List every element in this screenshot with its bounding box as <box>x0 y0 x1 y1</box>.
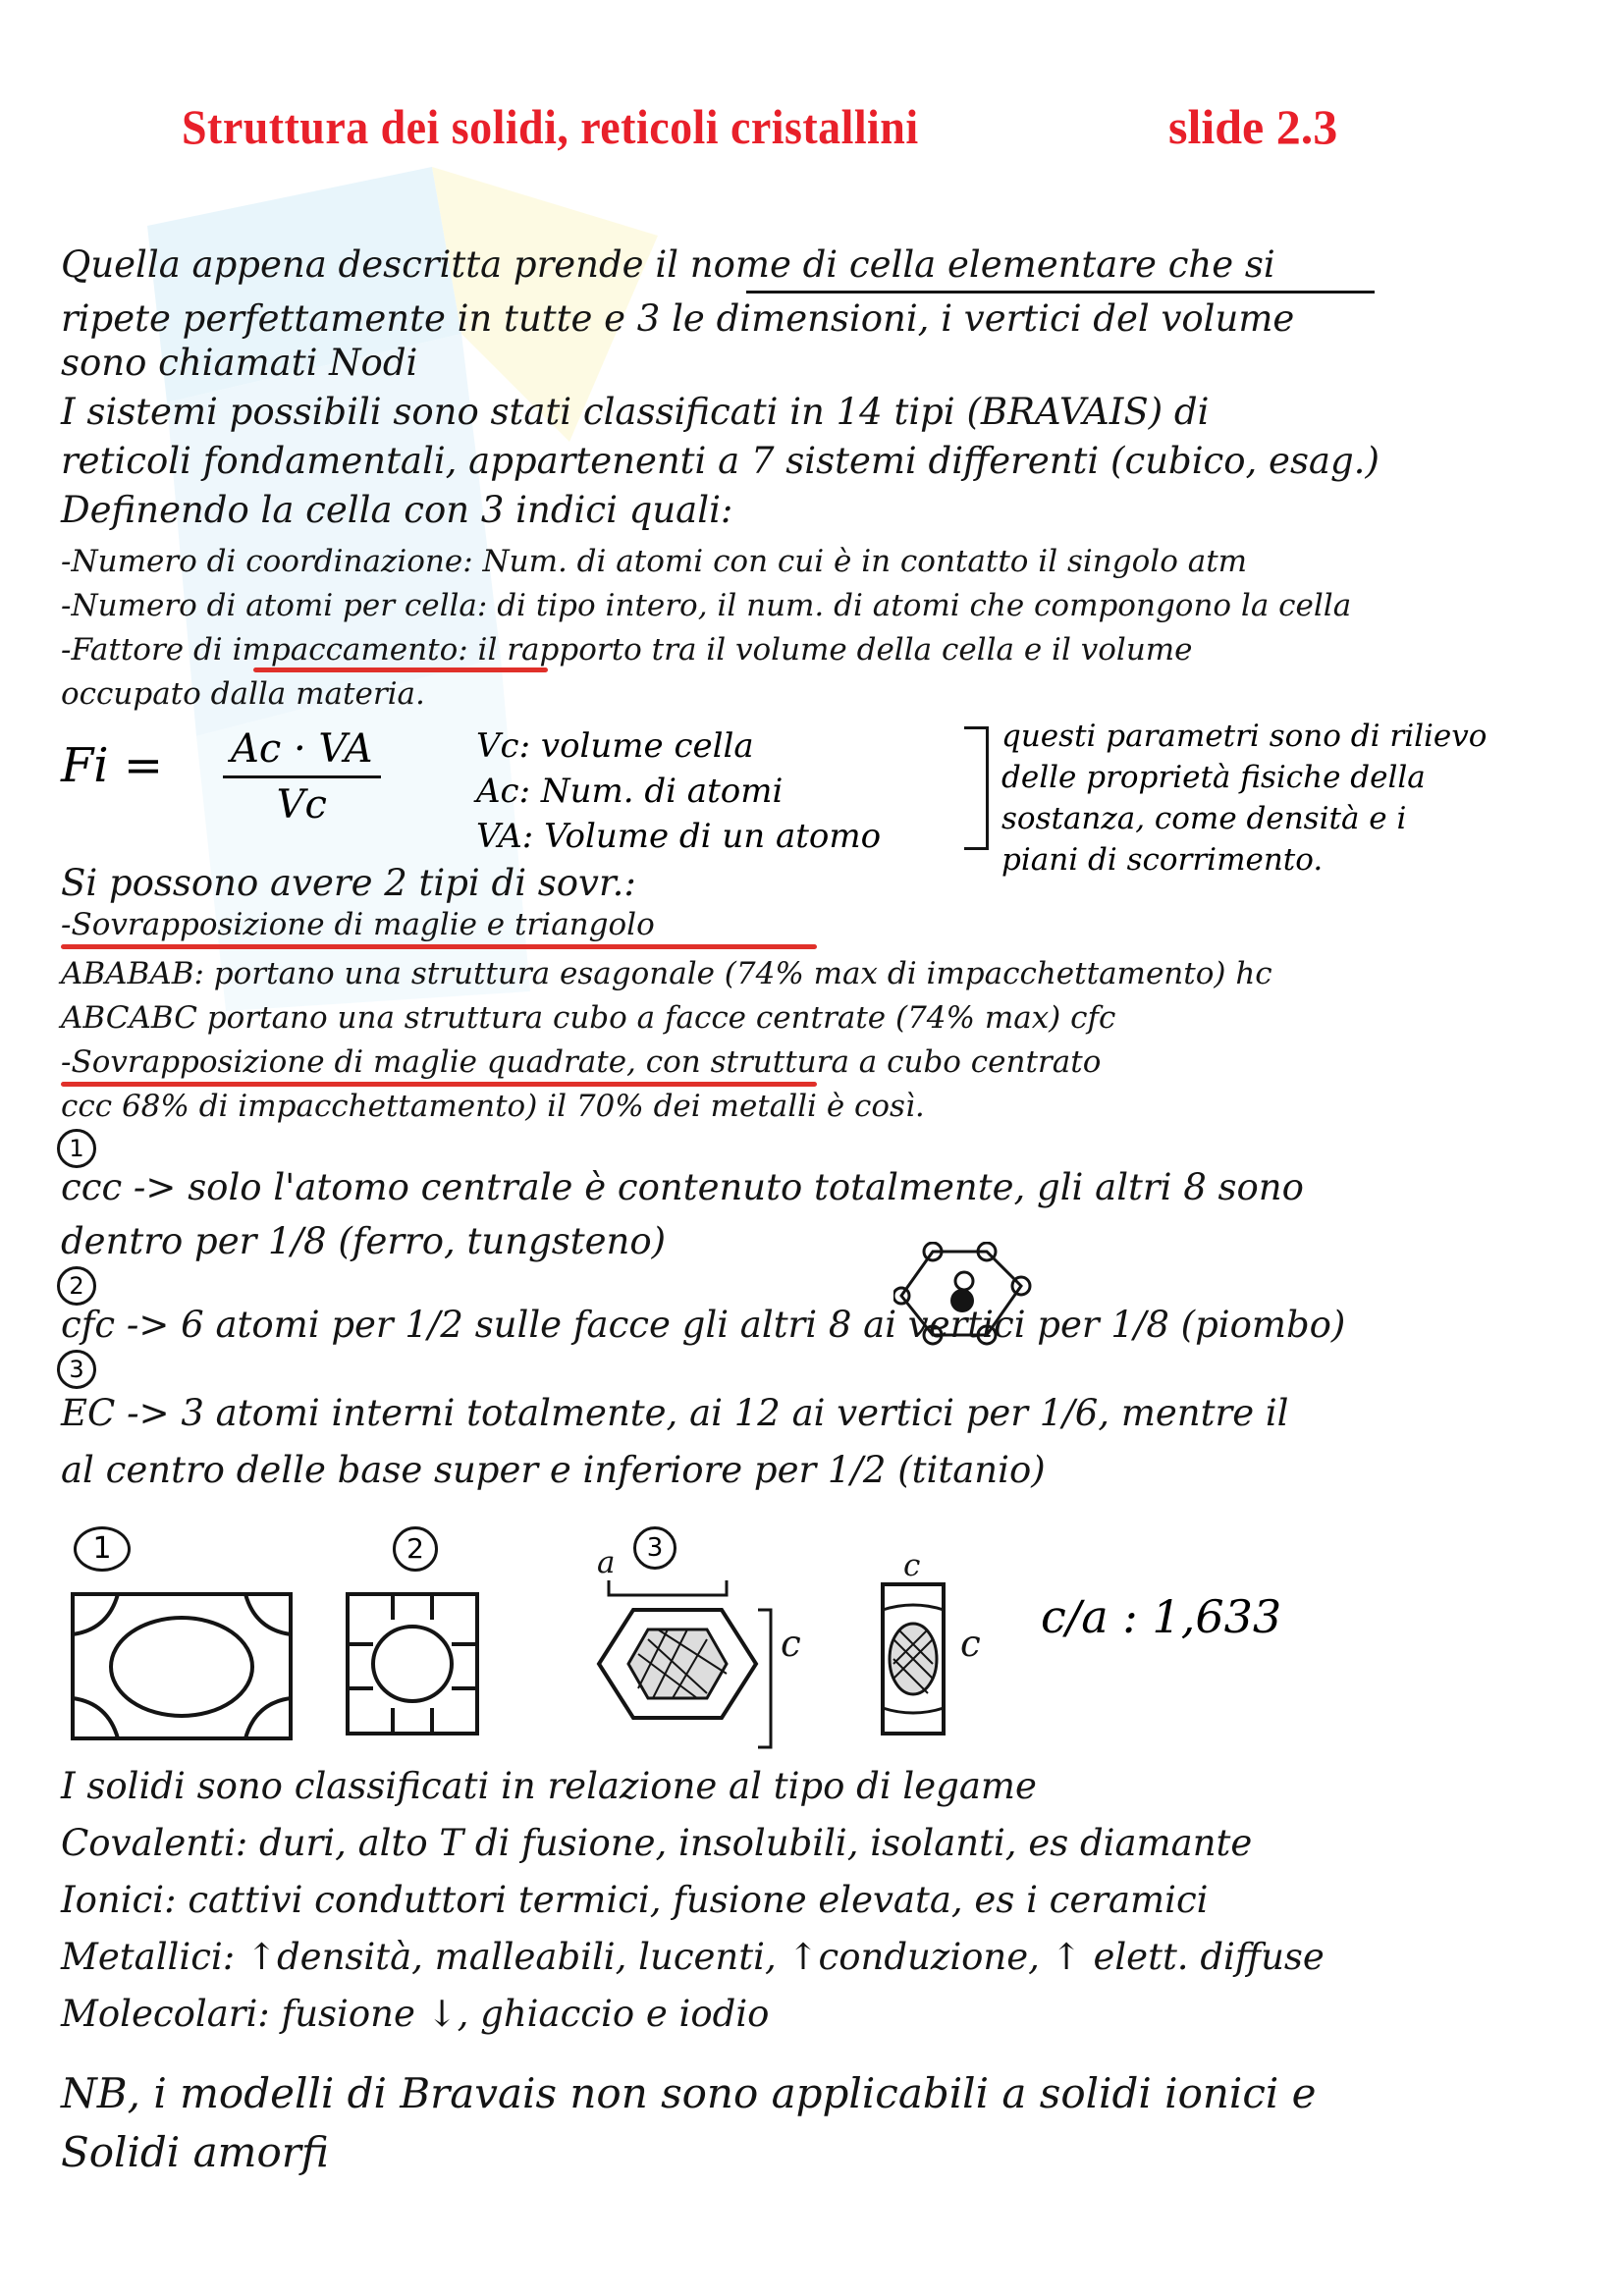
note-line: Covalenti: duri, alto T di fusione, insolubili, isolanti, es diamante <box>61 1822 1253 1864</box>
note-line: I solidi sono classificati in relazione al tipo di legame <box>61 1765 1037 1807</box>
marker-number: 1 <box>57 1129 96 1168</box>
bracket <box>964 726 989 850</box>
diagram-number: 3 <box>633 1526 676 1570</box>
legend-item: VA: Volume di un atomo <box>476 816 882 856</box>
note-line: ccc -> solo l'atomo centrale è contenuto totalmente, gli altri 8 sono <box>61 1166 1304 1208</box>
note-line: sono chiamati Nodi <box>61 342 418 384</box>
legend-item: Vc: volume cella <box>476 726 754 766</box>
hcp-cell-diagram <box>579 1571 776 1752</box>
hcp-side-diagram <box>879 1580 947 1737</box>
note-line: ABCABC portano una struttura cubo a facce centrate (74% max) cfc <box>61 1000 1116 1036</box>
axis-label: c <box>960 1623 981 1665</box>
note-line: Metallici: ↑densità, malleabili, lucenti, ↑conduzione, ↑ elett. diffuse <box>61 1936 1325 1978</box>
note-line: EC -> 3 atomi interni totalmente, ai 12 ai vertici per 1/6, mentre il <box>61 1392 1289 1434</box>
red-underline <box>61 1082 817 1087</box>
note-line: Definendo la cella con 3 indici quali: <box>61 489 733 531</box>
note-line: -Numero di atomi per cella: di tipo intero, il num. di atomi che compongono la cella <box>61 588 1352 623</box>
note-line: al centro delle base super e inferiore per 1/2 (titanio) <box>61 1449 1046 1491</box>
note-line: cfc -> 6 atomi per 1/2 sulle facce gli altri 8 ai vertici per 1/8 (piombo) <box>61 1304 1346 1346</box>
red-underline <box>253 667 548 672</box>
axis-label: c <box>903 1548 921 1583</box>
side-note-line: sostanza, come densità e i <box>1001 800 1407 836</box>
formula-legend <box>476 724 881 860</box>
bcc-cell-diagram <box>69 1590 295 1742</box>
note-line: occupato dalla materia. <box>61 676 425 712</box>
formula-lhs: Fi = <box>61 738 164 793</box>
note-line: I sistemi possibili sono stati classificati in 14 tipi (BRAVAIS) di <box>61 391 1210 433</box>
note-line: -Fattore di impaccamento: il rapporto tra il volume della cella e il volume <box>61 632 1193 667</box>
note-line: Solidi amorfi <box>61 2128 329 2176</box>
axis-label: c <box>781 1623 801 1665</box>
note-line: ripete perfettamente in tutte e 3 le dimensioni, i vertici del volume <box>61 297 1295 340</box>
diagram-number: 2 <box>393 1526 438 1572</box>
note-line: dentro per 1/8 (ferro, tungsteno) <box>61 1220 667 1262</box>
note-line: -Sovrapposizione di maglie e triangolo <box>61 907 655 942</box>
side-note-line: piani di scorrimento. <box>1001 841 1324 878</box>
slide-number: slide 2.3 <box>1168 99 1338 154</box>
note-line: Molecolari: fusione ↓, ghiaccio e iodio <box>61 1993 770 2035</box>
diagram-number: 1 <box>74 1526 131 1572</box>
axis-label: a <box>597 1545 616 1580</box>
marker-number: 2 <box>57 1266 96 1306</box>
packing-factor-formula <box>61 726 473 834</box>
side-note-line: questi parametri sono di rilievo <box>1001 719 1488 754</box>
fcc-cell-diagram <box>344 1590 481 1737</box>
legend-item: Ac: Num. di atomi <box>476 771 784 811</box>
formula-denominator: Vc <box>276 782 327 828</box>
note-line: reticoli fondamentali, appartenenti a 7 sistemi differenti (cubico, esag.) <box>61 440 1380 482</box>
marker-number: 3 <box>57 1350 96 1389</box>
note-line: Si possono avere 2 tipi di sovr.: <box>61 862 636 904</box>
note-line: -Sovrapposizione di maglie quadrate, con struttura a cubo centrato <box>61 1044 1102 1080</box>
underline <box>746 291 1375 294</box>
c-over-a-ratio: c/a : 1,633 <box>1041 1590 1282 1643</box>
note-line: ccc 68% di impacchettamento) il 70% dei metalli è così. <box>61 1089 925 1124</box>
note-line: -Numero di coordinazione: Num. di atomi con cui è in contatto il singolo atm <box>61 544 1248 579</box>
formula-fraction <box>223 726 381 828</box>
note-line: Ionici: cattivi conduttori termici, fusione elevata, es i ceramici <box>61 1879 1209 1921</box>
page-title: Struttura dei solidi, reticoli cristallini <box>182 99 919 154</box>
note-line: Quella appena descritta prende il nome di cella elementare che si <box>61 243 1275 286</box>
red-underline <box>61 944 817 949</box>
formula-side-note <box>1001 717 1487 881</box>
note-line: ABABAB: portano una struttura esagonale (74% max di impacchettamento) hc <box>61 956 1272 991</box>
formula-numerator: Ac · VA <box>223 726 381 778</box>
side-note-line: delle proprietà fisiche della <box>1001 759 1426 795</box>
note-line: NB, i modelli di Bravais non sono applicabili a solidi ionici e <box>61 2069 1317 2117</box>
